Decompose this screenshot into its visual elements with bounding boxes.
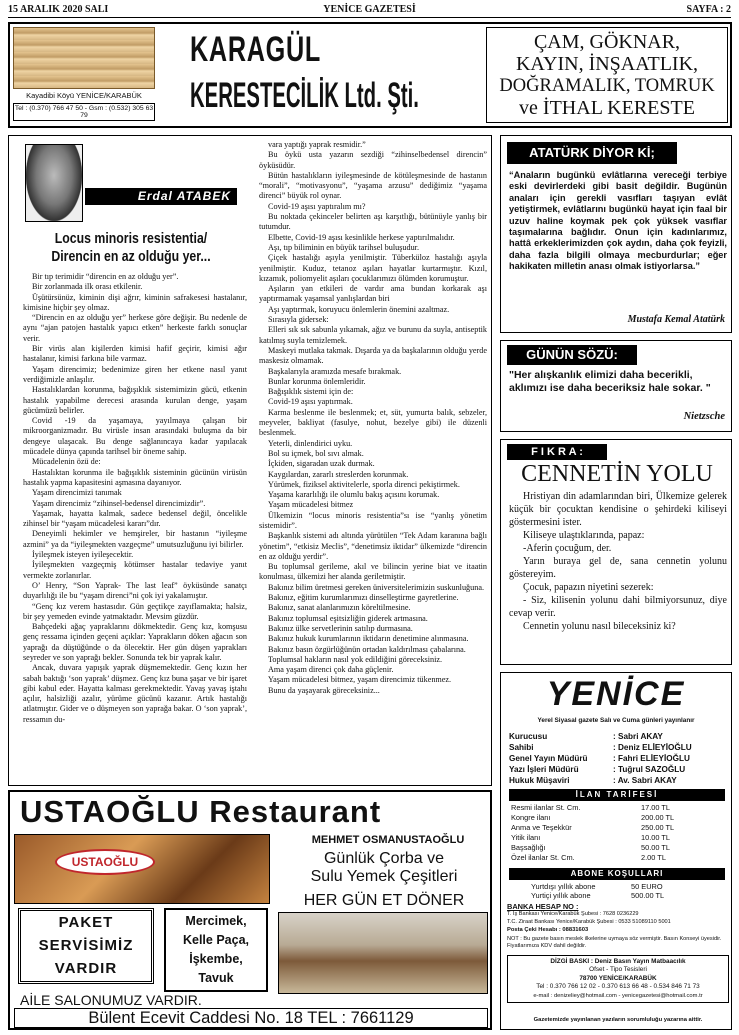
article-paragraph: Bağışıklık sistemi için de: — [268, 387, 354, 397]
ataturk-quote: “Anaların bugünkü evlâtlarına vereceği terbiye eski devirlerdeki gibi basit değildir. Bugünün anaları için gerekli vasıfları taşıyan evlât yetiştirmek, evlâtlarını bugünkü hayat için faal bir uzuv haline koymak pek çok yüksek vasıflar taşımalarına bağlıdır. Onun için kadınlarımız, hattâ erkeklerimizden çok aydın, daha çok feyizli, daha fazla bilgili olmaya mecburdurlar; eğer hakikaten milletin anası olmak istiyorlarsa.” — [509, 170, 727, 272]
ataturk-box — [500, 135, 732, 333]
press-note: NOT : Bu gazete basın meslek ilkelerine uymaya söz vermiştir. Basın Konseyi üyesidir. Fiyatlarımıza KDV dahil değildir. — [507, 936, 722, 949]
article-paragraph: Bakınız toplumsal eşitsizliğin giderek artmasına. — [268, 613, 428, 623]
joke-label: F I K R A : — [507, 444, 607, 460]
ustaoglu-title: USTAOĞLU Restaurant — [20, 794, 382, 829]
ilan-row-value: 50.00 TL — [641, 843, 671, 852]
article-paragraph: Bunlar korunma önlemleridir. — [268, 376, 366, 386]
doner-line: HER GÜN ET DÖNER — [303, 892, 465, 909]
quote-of-day-author: Nietzsche — [683, 411, 725, 422]
print-line-1: DİZGİ BASKI : Deniz Basın Yayın Matbaacılık — [550, 958, 686, 965]
ataturk-heading: ATATÜRK DİYOR Kİ; — [507, 142, 677, 164]
karagul-phone: Tel : (0.370) 766 47 50 - Gsm : (0.532) 305 63 79 — [14, 105, 154, 119]
masthead-box — [500, 672, 732, 1030]
abone-heading: ABONE KOŞULLARI — [509, 868, 725, 880]
article-paragraph: Yaşam mücadelesi bitmez, yaşam direncimiz tükenmez. — [268, 675, 452, 685]
staff-row — [509, 775, 725, 786]
article-box — [8, 135, 492, 786]
bank-line-3: Posta Çeki Hesabı : 08831603 — [507, 927, 589, 933]
article-paragraph: Yaşamak, hayatta kalmak, sadece bedensel değil, öncelikle zihinsel bir “yaşam mücadelesi kararı”dır. — [23, 508, 247, 529]
menu-box — [164, 908, 268, 992]
menu-line-2: Kelle Paça, — [182, 933, 249, 947]
article-paragraph: Kaygılardan, zararlı streslerden korunmak. — [268, 469, 409, 479]
author-name: Erdal ATABEK — [85, 188, 237, 205]
article-paragraph: Aşı yaptırmak, koruyucu önlemlerin önemini azaltmaz. — [268, 304, 450, 314]
quote-of-day-text: "Her alışkanlık elimizi daha becerikli, aklımızı ise daha beceriksiz hale sokar. " — [509, 369, 711, 394]
ilan-row — [511, 843, 721, 853]
staff-row — [509, 764, 725, 775]
staff-row-value: : Tuğrul SAZOĞLU — [613, 765, 686, 774]
article-paragraph: Covid-19 aşısı yaptırmak. — [268, 397, 353, 407]
article-paragraph: Aşıların yan etkileri de vardır ama bundan korkarak aşı yaptırmamak yaşamsal yanlışlardan biri — [259, 284, 487, 304]
staff-row-value: : Deniz ELİEYİOĞLU — [613, 743, 692, 752]
joke-paragraph: Cennetin yolunu nasıl bileceksiniz ki? — [523, 621, 676, 632]
abone-row — [531, 891, 691, 900]
ilan-row-label: Başsağlığı — [511, 843, 546, 852]
product-line-2: KAYIN, İNŞAATLIK, — [515, 53, 699, 75]
article-paragraph: Bakınız basın özgürlüğünün ortadan kaldırılması çabalarına. — [268, 644, 466, 654]
product-line-1: ÇAM, GÖKNAR, — [533, 31, 681, 53]
article-title — [15, 230, 247, 266]
soup-line-2: Sulu Yemek Çeşitleri — [310, 868, 458, 885]
ataturk-author: Mustafa Kemal Atatürk — [627, 314, 725, 325]
staff-list — [509, 731, 725, 786]
karagul-ad — [8, 22, 732, 128]
staff-row-label: Genel Yayın Müdürü — [509, 754, 588, 763]
ilan-row-value: 200.00 TL — [641, 813, 675, 822]
ilan-row-label: Resmi ilanlar St. Cm. — [511, 803, 581, 812]
joke-paragraph: Çocuk, papazın niyetini sezerek: — [523, 582, 654, 593]
article-paragraph: Bu toplumsal gerileme, akıl ve bilincin yerine biat ve itaatin konulması, ülkemizi her alanda geriletmiştir. — [259, 562, 487, 582]
staff-row-label: Hukuk Müşaviri — [509, 776, 570, 785]
article-paragraph: Bakınız, sanat alanlarımızın köreltilmesine. — [268, 603, 411, 613]
staff-row-value: : Sabri AKAY — [613, 732, 663, 741]
product-line-4: ve İTHAL KERESTE — [519, 97, 695, 119]
article-paragraph: “Direncin en az olduğu yer” herkese göre değişir. Bu nedenle de aynı “ajan patojen hastalık yapıcı etken” herkeste farklı sonuçlar verir. — [23, 313, 247, 343]
article-paragraph: Sırasıyla gidersek: — [268, 315, 329, 325]
article-paragraph: Elleri sık sık sabunla yıkamak, ağız ve burunu da suyla, antiseptik katılmış suyla temizlemek. — [259, 325, 487, 345]
abone-row-label: Yurtiçi yıllık abone — [531, 891, 591, 900]
article-paragraph: Bunu da yaşayarak göreceksiniz... — [268, 685, 380, 695]
article-paragraph: Bakınız bilim üretmesi gereken üniversitelerimizin suskunluğuna. — [268, 582, 485, 592]
article-paragraph: Bakınız hukuk kurumlarının iktidarın denetimine alınmasına. — [268, 634, 469, 644]
article-paragraph: Bol su içmek, bol sıvı almak. — [268, 448, 364, 458]
issue-date: 15 ARALIK 2020 SALI — [8, 4, 109, 15]
karagul-products-box — [486, 27, 728, 123]
article-column-1 — [23, 272, 247, 725]
article-paragraph: Yaşam direncimiz; bedenimize giren her etkene nasıl yanıt verdiğimizle anlaşılır. — [23, 364, 247, 384]
article-paragraph: Bu öykü usta yazarın sezdiği “zihinselbedensel direncin” öyküsüdür. — [259, 150, 487, 170]
staff-row-value: : Fahri ELİEYİOĞLU — [613, 754, 690, 763]
article-paragraph: Bir virüs alan kişilerden kimisi hafif geçirir, kimisi ağır hastalanır, kimisi farkına bile varmaz. — [23, 344, 247, 364]
article-paragraph: Başkalarıyla aramızda mesafe bırakmak. — [268, 366, 402, 376]
joke-paragraph: Hristiyan din adamlarından biri, Ülkemize gelerek küçük bir çocuktan kendisine o şehirdeki kiliseyi göstermesini ister. — [509, 491, 727, 528]
menu-line-4: Tavuk — [198, 971, 234, 985]
karagul-address: Kayadibi Köyü YENİCE/KARABÜK — [26, 91, 142, 100]
print-line-2: Ofset - Tipo Tesisleri — [589, 966, 647, 974]
abone-row-value: 500.00 TL — [631, 891, 665, 900]
article-paragraph: Toplumsal hakların nasıl yok edildiğini göreceksiniz. — [268, 654, 443, 664]
article-paragraph: İyileşmek isteyen iyileşecektir. — [32, 550, 134, 560]
ilan-row — [511, 823, 721, 833]
masthead-title: YENİCE — [546, 675, 686, 713]
joke-box — [500, 439, 732, 665]
article-paragraph: Aşı, tıp biliminin en büyük tarihsel buluşudur. — [268, 242, 420, 252]
print-line-4: Tel : 0.370 766 12 02 - 0.370 613 66 48 - 0.534 846 71 73 — [536, 983, 700, 991]
ilan-heading: İLAN TARİFESİ — [509, 789, 725, 801]
quote-of-day-box — [500, 340, 732, 432]
restaurant-address: Bülent Ecevit Caddesi No. 18 TEL : 7661129 — [14, 1008, 488, 1028]
article-paragraph: Yürümek, fiziksel aktivitelerle, sporla direnci pekiştirmek. — [268, 479, 460, 489]
article-paragraph: Bakınız ülke servetlerinin satılıp durmasına. — [268, 623, 413, 633]
ilan-row — [511, 853, 721, 863]
abone-row-value: 50 EURO — [631, 882, 663, 891]
paket-line-2: SERVİSİMİZ — [38, 937, 134, 954]
print-info — [507, 955, 729, 1003]
article-paragraph: Bütün hastalıkların iyileşmesinde de kötüleşmesinde de hastanın “morali”, “motivasyonu”, “yaşama arzusu” dediğimiz “yaşama direnci” büyük rol oynar. — [259, 170, 487, 201]
article-paragraph: “Genç kız verem hastasıdır. Gün geçtikçe zayıflamakta; halsiz, bir şey yemeden evinde yatmaktadır. Mevsim güzdür. — [23, 601, 247, 621]
article-paragraph: Deneyimli hekimler ve hemşireler, bir hastanın “iyileşme azmini” ya da “iyileşmekten vazgeçme” umutsuzluğunu iyi bilirler. — [23, 529, 247, 549]
joke-paragraph: Yarın buraya gel de, sana cennetin yolunu göstereyim. — [509, 556, 727, 580]
paper-name: YENİCE GAZETESİ — [323, 4, 416, 15]
article-paragraph: Elbette, Covid-19 aşısı kesinlikle herkese yaptırılmalıdır. — [268, 232, 455, 242]
article-paragraph: Covid-19 aşısı yaptıralım mı? — [268, 201, 366, 211]
staff-row-value: : Av. Sabri AKAY — [613, 776, 677, 785]
ilan-row-value: 17.00 TL — [641, 803, 671, 812]
article-paragraph: Karma beslenme ile beslenmek; et, süt, yumurta balık, sebzeler, meyveler, bakliyat (fasulye, nohut, bezelye gibi) ile düzenli beslenmek. — [259, 407, 487, 438]
product-line-3: DOĞRAMALIK, TOMRUK — [499, 76, 715, 96]
ilan-row-value: 2.00 TL — [641, 853, 666, 862]
joke-body — [509, 490, 727, 633]
staff-row-label: Sahibi — [509, 743, 534, 752]
ilan-row-label: Anma ve Teşekkür — [511, 823, 572, 832]
menu-line-1: Mercimek, — [185, 914, 247, 928]
ilan-row-value: 10.00 TL — [641, 833, 671, 842]
abone-table — [531, 882, 691, 900]
family-salon: AİLE SALONUMUZ VARDIR. — [20, 992, 202, 1008]
joke-paragraph: -Aferin çocuğum, der. — [523, 543, 612, 554]
ustaoglu-ad — [8, 790, 492, 1030]
staff-row — [509, 753, 725, 764]
print-line-5: e-mail : denizeliey@hotmail.com - yenicegazetesi@hotmail.com.tr — [533, 992, 703, 999]
article-paragraph: Ama yaşam direnci çok daha güçlenir. — [268, 665, 394, 675]
article-paragraph: Hastalıklardan korunma, bağışıklık sistemimizin gücü, etkenin hastalık yapabilme derecesi arasında kurulan denge, yaşam gücümüzü belirler. — [23, 385, 247, 415]
article-paragraph: Ülkemizin “locus minoris resistentia”sı ise “yanlış yönetim sistemidir”. — [259, 510, 487, 530]
article-paragraph: Maskeyi mutlaka takmak. Dışarda ya da başkalarının olduğu yerde maskesiz olmamak. — [259, 345, 487, 366]
article-paragraph: Yaşama kararlılığı ile olumlu bakış açısını korumak. — [268, 490, 440, 500]
author-photo — [25, 144, 83, 222]
karagul-title-1: KARAGÜL — [190, 30, 322, 69]
staff-row — [509, 731, 725, 742]
ilan-row-label: Kongre ilanı — [511, 813, 551, 822]
bank-heading: BANKA HESAP NO : — [507, 902, 579, 911]
ilan-row-label: Yitik ilanı — [511, 833, 541, 842]
menu-line-3: İşkembe, — [189, 952, 243, 966]
joke-paragraph: - Siz, kilisenin yolunu dahi bilmiyorsunuz, diye cevap verir. — [509, 595, 727, 619]
page-number: SAYFA : 2 — [686, 4, 731, 15]
article-title-line-2: Direncin en az olduğu yer... — [51, 248, 211, 265]
article-paragraph: Bakınız, eğitim kurumlarımızı dinselleştirme gayretlerine. — [268, 593, 459, 603]
joke-title: CENNETİN YOLU — [521, 461, 713, 487]
article-paragraph: İyileşmekten vazgeçmiş kötümser hastalar tedaviye yanıt vermekte zorlanırlar. — [23, 560, 247, 580]
article-paragraph: İçkiden, sigaradan uzak durmak. — [268, 459, 375, 469]
doner-photo — [278, 912, 488, 994]
restaurant-owner: MEHMET OSMANUSTAOĞLU — [311, 834, 465, 846]
restaurant-logo: USTAOĞLU — [55, 849, 155, 875]
article-paragraph: Üşütürsünüz, kiminin dişi ağrır, kiminin safrakesesi hastalanır, kimisine hiçbir şey olmaz. — [23, 292, 247, 312]
soup-line: Günlük Çorba ve — [323, 850, 445, 867]
staff-row — [509, 742, 725, 753]
staff-row-label: Kurucusu — [509, 732, 548, 741]
ilan-row — [511, 803, 721, 813]
joke-paragraph: Kiliseye ulaştıklarında, papaz: — [523, 530, 645, 541]
bank-line-2: T.C. Ziraat Bankası Yenice/Karabük Şubesi : 0533 51089110 5001 — [507, 919, 671, 925]
staff-row-label: Yazı İşleri Müdürü — [509, 765, 579, 774]
article-paragraph: Ancak, duvara yapışık yaprak düşmemektedir. Genç kızın her sabah baktığı ‘son yaprak’ düşmez. Genç kız buna şaşar ve bir işaret gibi kabul eder. Hayatta kalması gerekmektedir. Yavaş yavaş iştahı açılır, halsizliği azalır, yürüme gücünü kazanır. Artık hastalığı atlatmıştır. Gider ve o düşmeyen son yaprağa bakar. O ‘son yaprak’, ressamın du- — [23, 663, 247, 724]
article-paragraph: Hastalıktan korunma ile bağışıklık sisteminin gücünün virüsün hastalık yapma kapasitesini aşmasına dayanıyor. — [23, 467, 247, 487]
article-paragraph: O’ Henry, “Son Yaprak- The last leaf” öyküsünde sanatçı duyarlılığı ile bu “yaşam direnci”ni çok iyi yakalamıştır. — [23, 580, 247, 601]
article-paragraph: Bir tıp terimidir “direncin en az olduğu yer”. — [32, 272, 179, 281]
karagul-title-2: KERESTECİLİK Ltd. Şti. — [190, 76, 419, 115]
ilan-row-label: Özel ilanlar St. Cm. — [511, 853, 575, 862]
article-paragraph: Yaşam direncimizi tanımak — [32, 488, 122, 498]
ilan-row — [511, 833, 721, 843]
article-paragraph: Yaşam mücadelesi bitmez — [268, 500, 354, 510]
ilan-row — [511, 813, 721, 823]
abone-row — [531, 882, 691, 891]
article-paragraph: vara yaptığı yaprak resmidir.” — [268, 140, 366, 149]
paket-line-1: PAKET — [58, 914, 114, 931]
print-line-3: 78700 YENİCE/KARABÜK — [579, 974, 657, 982]
masthead-footer: Gazetemizde yayınlanan yazıların sorumluluğu yazarına aittir. — [533, 1017, 703, 1023]
article-paragraph: Bahçedeki ağaç yapraklarını dökmektedir. Genç kız, komşusu genç ressama içinden geçeni açıklar: Yaprakların döken ağacın son yaprağı da düştüğünde o da ölecektir. Her gün düşen yaprakları seyreder ve son yaprağı bekler. Sonunda tek bir yaprak kalır. — [23, 622, 247, 662]
article-paragraph: Bu noktada çekinceler belirten aşı karşıtlığı, bütünüyle yanlış bir tutumdur. — [259, 212, 487, 232]
paket-line-3: VARDIR — [54, 960, 118, 977]
masthead-subtitle: Yerel Siyasal gazete Salı ve Cuma günleri yayınlanır — [537, 717, 695, 724]
paket-box — [18, 908, 154, 984]
article-column-2 — [259, 140, 487, 696]
article-paragraph: Mücadelenin özü de: — [32, 457, 101, 467]
article-paragraph: Bir zorlanmada ilk orası etkilenir. — [32, 282, 143, 292]
lumber-image — [13, 27, 155, 89]
bank-line-1: T. İş Bankası Yenice/Karabük Şubesi : 7628 0236229 — [507, 911, 639, 917]
article-title-line-1: Locus minoris resistentia/ — [54, 230, 208, 247]
article-paragraph: Yeterli, dinlendirici uyku. — [268, 438, 353, 448]
restaurant-photo — [14, 834, 270, 904]
article-paragraph: Yaşam direncimiz “zihinsel-bedensel direncimizdir”. — [32, 498, 206, 508]
ilan-row-value: 250.00 TL — [641, 823, 675, 832]
abone-row-label: Yurtdışı yıllık abone — [531, 882, 596, 891]
article-paragraph: Covid -19 da yaşamaya, yayılmaya çalışan bir mikroorganizmadır. Bu virüsle insan arasındaki buluşma da bir dengeye ulaşacak. Bu denge sağlanıncaya kadar yapılacak mücadele dünya çapında tarihsel bir öneme sahip. — [23, 416, 247, 457]
ilan-table — [511, 803, 721, 863]
page-header — [8, 4, 731, 18]
quote-of-day-heading: GÜNÜN SÖZÜ: — [507, 345, 637, 365]
article-paragraph: Çiçek hastalığı aşıyla yenilmiştir. Tüberküloz hastalığı aşıyla yenilmiştir. Kuduz, tetanoz aşıları hayatlar kurtarmıştır. Kızıl, kızamık, poliomyelit aşıları çocuklarımızı ölümden korumuştur. — [259, 253, 487, 283]
article-paragraph: Başkanlık sistemi adı altında yürütülen “Tek Adam karanına bağlı yönetim”, “etkisiz Meclis”, “denetimsiz iktidar” ülkemizde “direncin en az olduğu yerdir”. — [259, 531, 487, 561]
